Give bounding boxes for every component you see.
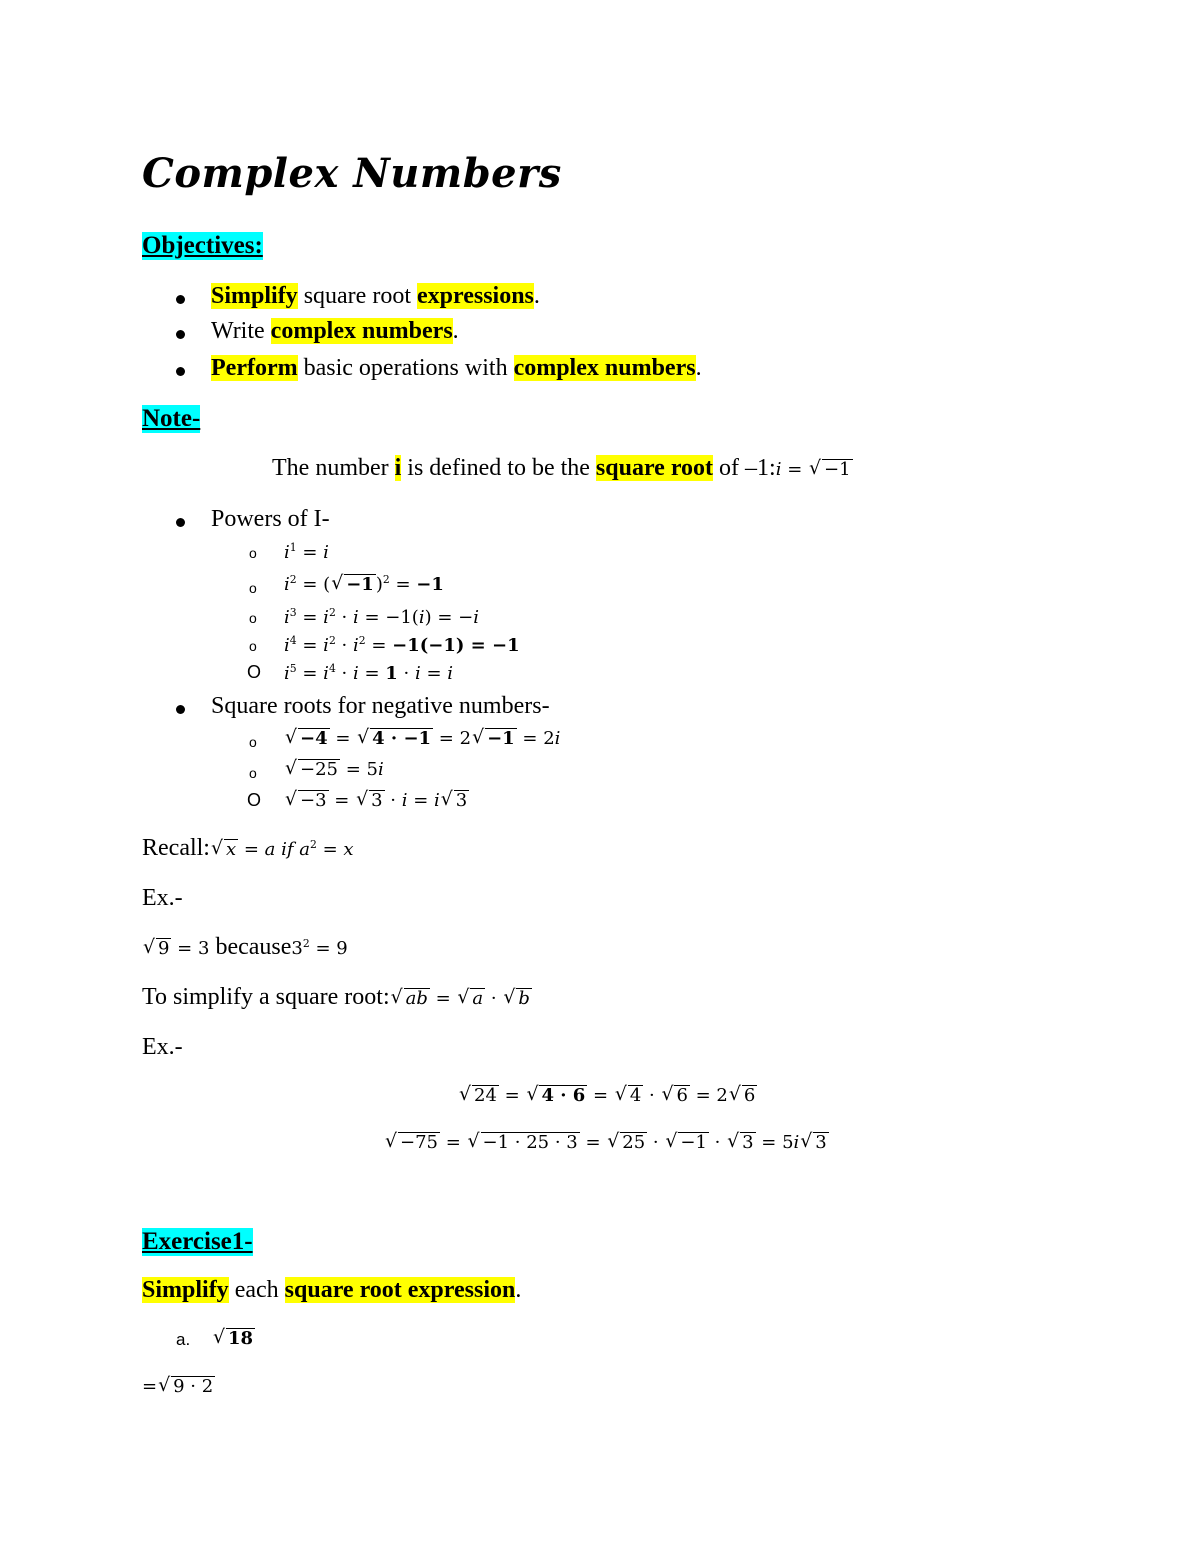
- example-sqrt9: √ 9 = 3 $because3^2 = 9$: [142, 934, 348, 961]
- circle-bullet-icon: o: [249, 734, 257, 750]
- neg-roots-label: Square roots for negative numbers-: [211, 693, 550, 719]
- power-line-5: $i^5 = i^4 \cdot i = 1 \cdot i = i$: [284, 662, 454, 684]
- example-label-1: Ex.-: [142, 885, 183, 911]
- exercise-step-1: =√ 9 · 2: [142, 1376, 215, 1398]
- circle-bullet-icon: o: [249, 545, 257, 561]
- power-line-2: $i^2$ = (√ −1 )$^2$ = −1: [284, 573, 444, 596]
- bullet-icon: [176, 518, 185, 527]
- circle-bullet-icon: O: [247, 662, 262, 682]
- power-line-1: $i^1 = i$: [284, 541, 329, 563]
- note-heading: Note-: [142, 405, 201, 432]
- example-label-2: Ex.-: [142, 1034, 183, 1060]
- circle-bullet-icon: o: [249, 580, 257, 596]
- circle-bullet-icon: o: [249, 765, 257, 781]
- neg-root-line-3: √ −3 = √ 3 · i = i√ 3: [284, 790, 469, 812]
- exercise-heading: Exercise1-: [142, 1228, 253, 1255]
- objective-item-2: Write complex numbers.: [211, 318, 459, 344]
- note-definition: The number i is defined to be the square root of –1:i = √ −1: [272, 455, 853, 482]
- objective-item-1: Simplify square root expressions.: [211, 283, 540, 309]
- recall-line: Recall:√ x = a if $a^2 = x$: [142, 835, 354, 862]
- objectives-heading: Objectives:: [142, 232, 263, 259]
- simplify-rule: To simplify a square root:√ ab = √ a · √ b: [142, 984, 532, 1011]
- objective-item-3: Perform basic operations with complex numbers.: [211, 355, 702, 381]
- example-sqrt24: √ 24 = √ 4 · 6 = √ 4 · √ 6 = 2√ 6: [458, 1085, 757, 1107]
- exercise-item-a-label: a.: [176, 1330, 191, 1349]
- exercise-instruction: Simplify each square root expression.: [142, 1277, 522, 1303]
- powers-label: Powers of I-: [211, 506, 330, 532]
- bullet-icon: [176, 367, 185, 376]
- example-sqrt-neg75: √ −75 = √ −1 · 25 · 3 = √ 25 · √ −1 · √ 3 = 5i√ 3: [384, 1132, 829, 1154]
- exercise-item-a: √ 18: [212, 1328, 255, 1350]
- circle-bullet-icon: O: [247, 790, 262, 810]
- power-line-3: $i^3 = i^2 \cdot i = -1(i) = -i$: [284, 606, 480, 628]
- bullet-icon: [176, 705, 185, 714]
- page-title: Complex Numbers: [142, 150, 562, 197]
- neg-root-line-1: √ −4 = √ 4 · −1 = 2√ −1 = 2i: [284, 728, 560, 750]
- bullet-icon: [176, 330, 185, 339]
- neg-root-line-2: √ −25 = 5i: [284, 759, 384, 781]
- bullet-icon: [176, 295, 185, 304]
- circle-bullet-icon: o: [249, 638, 257, 654]
- power-line-4: $i^4 = i^2 \cdot i^2 = -1(-1) = -1$: [284, 634, 520, 656]
- circle-bullet-icon: o: [249, 610, 257, 626]
